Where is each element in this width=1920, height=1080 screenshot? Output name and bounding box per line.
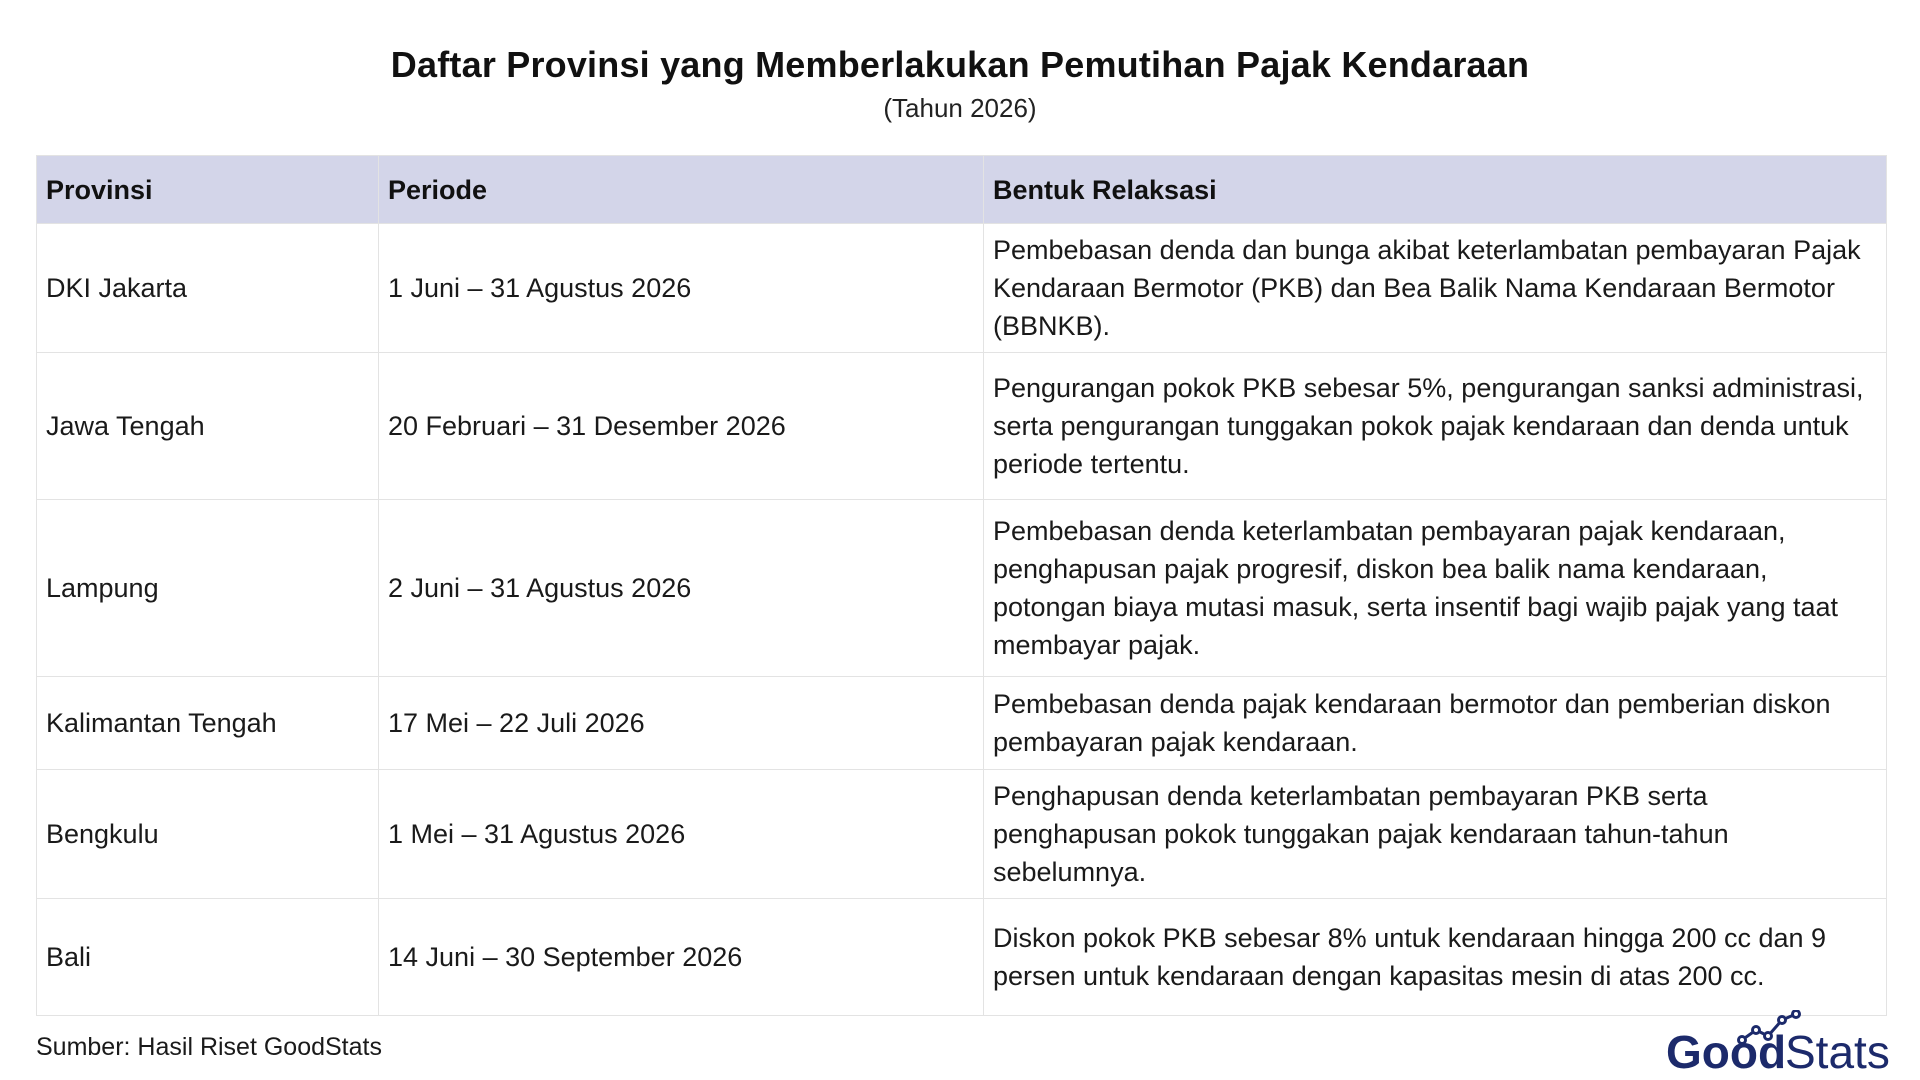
cell-provinsi: Lampung	[37, 500, 379, 677]
table-row	[37, 353, 1887, 500]
cell-provinsi: Kalimantan Tengah	[37, 677, 379, 770]
cell-periode: 2 Juni – 31 Agustus 2026	[379, 500, 984, 677]
table-row	[37, 899, 1887, 1016]
page-title: Daftar Provinsi yang Memberlakukan Pemutihan Pajak Kendaraan	[390, 44, 1530, 85]
cell-relaksasi: Pembebasan denda pajak kendaraan bermotor dan pemberian diskon pembayaran pajak kendaraan.	[984, 677, 1887, 770]
cell-periode: 20 Februari – 31 Desember 2026	[379, 353, 984, 500]
table-header-row	[37, 156, 1887, 224]
cell-relaksasi: Diskon pokok PKB sebesar 8% untuk kendaraan hingga 200 cc dan 9 persen untuk kendaraan dengan kapasitas mesin di atas 200 cc.	[984, 899, 1887, 1016]
cell-periode: 1 Juni – 31 Agustus 2026	[379, 224, 984, 353]
cell-provinsi: Bali	[37, 899, 379, 1016]
cell-periode: 14 Juni – 30 September 2026	[379, 899, 984, 1016]
cell-relaksasi: Pengurangan pokok PKB sebesar 5%, pengurangan sanksi administrasi, serta pengurangan tunggakan pokok pajak kendaraan dan denda untuk periode tertentu.	[984, 353, 1887, 500]
cell-provinsi: Jawa Tengah	[37, 353, 379, 500]
logo-good-text: Good	[1666, 1026, 1787, 1074]
logo-stats-text: Stats	[1785, 1026, 1890, 1074]
province-table	[36, 155, 1887, 1016]
table-row	[37, 500, 1887, 677]
goodstats-logo	[1664, 1010, 1904, 1074]
source-note: Sumber: Hasil Riset GoodStats	[36, 1033, 382, 1061]
cell-provinsi: DKI Jakarta	[37, 224, 379, 353]
table-row	[37, 677, 1887, 770]
cell-provinsi: Bengkulu	[37, 770, 379, 899]
column-header-relaksasi: Bentuk Relaksasi	[984, 156, 1887, 224]
cell-relaksasi: Pembebasan denda keterlambatan pembayaran pajak kendaraan, penghapusan pajak progresif, diskon bea balik nama kendaraan, potongan biaya mutasi masuk, serta insentif bagi wajib pajak yang taat membayar pajak.	[984, 500, 1887, 677]
cell-periode: 17 Mei – 22 Juli 2026	[379, 677, 984, 770]
cell-periode: 1 Mei – 31 Agustus 2026	[379, 770, 984, 899]
cell-relaksasi: Penghapusan denda keterlambatan pembayaran PKB serta penghapusan pokok tunggakan pajak kendaraan tahun-tahun sebelumnya.	[984, 770, 1887, 899]
table-row	[37, 770, 1887, 899]
column-header-periode: Periode	[379, 156, 984, 224]
cell-relaksasi: Pembebasan denda dan bunga akibat keterlambatan pembayaran Pajak Kendaraan Bermotor (PKB) dan Bea Balik Nama Kendaraan Bermotor (BBNKB).	[984, 224, 1887, 353]
table-row	[37, 224, 1887, 353]
page-subtitle: (Tahun 2026)	[883, 93, 1037, 123]
column-header-provinsi: Provinsi	[37, 156, 379, 224]
